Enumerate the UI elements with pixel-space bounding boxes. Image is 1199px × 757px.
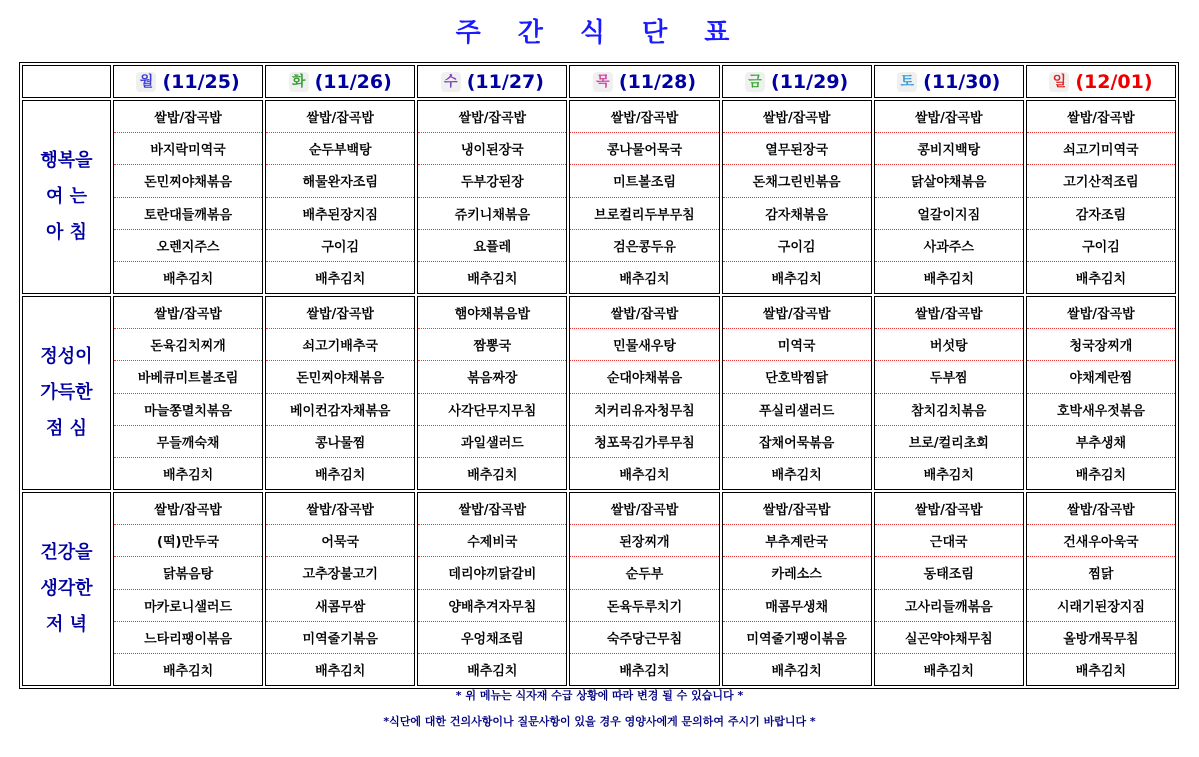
menu-item: 돈민찌야채볶음 — [114, 165, 262, 197]
menu-item: 배추김치 — [771, 271, 822, 287]
menu-item: 오렌지주스 — [114, 230, 262, 262]
weekday-icon: 금 — [745, 72, 765, 92]
contact-notice: *식단에 대한 건의사항이나 질문사항이 있을 경우 영양사에게 문의하여 주시기 바랍니다 * — [383, 715, 816, 728]
menu-item: 닭볶음탕 — [114, 557, 262, 589]
menu-item-list — [114, 297, 262, 489]
menu-item: 쌀밥/잡곡밥 — [723, 297, 871, 329]
menu-item-list — [723, 297, 871, 489]
menu-item: 배추김치 — [467, 467, 518, 483]
menu-item: 배추김치 — [162, 663, 214, 679]
day-header-7 — [1026, 65, 1176, 98]
menu-item: 시래기된장지짐 — [1027, 590, 1175, 622]
menu-item: 새콤무쌈 — [266, 590, 414, 622]
menu-item: 동태조림 — [875, 557, 1023, 589]
menu-cell — [265, 296, 415, 490]
menu-item: 순두부백탕 — [266, 133, 414, 165]
menu-item: 배추김치 — [1075, 663, 1127, 679]
weekday-icon: 목 — [593, 72, 613, 92]
menu-item: 청포묵김가루무침 — [570, 426, 718, 458]
menu-item: 배추김치 — [1075, 271, 1127, 287]
menu-item: 푸실리샐러드 — [723, 394, 871, 426]
change-notice: * 위 메뉴는 식자재 수급 상황에 따라 변경 될 수 있습니다 * — [455, 689, 744, 702]
menu-item: 구이김 — [723, 230, 871, 262]
menu-item: 쇠고기미역국 — [1027, 133, 1175, 165]
menu-item-list — [1027, 101, 1175, 293]
menu-item: 배추김치 — [315, 271, 366, 287]
menu-item: 순대야채볶음 — [570, 361, 718, 393]
menu-item: 두부강된장 — [418, 165, 566, 197]
menu-item: 고기산적조림 — [1027, 165, 1175, 197]
day-date: (11/28) — [618, 70, 697, 93]
menu-cell — [722, 100, 872, 294]
menu-item: 검은콩두유 — [570, 230, 718, 262]
meal-row — [22, 296, 1176, 490]
menu-item: 배추김치 — [315, 467, 366, 483]
menu-cell — [417, 492, 567, 686]
menu-item-list — [418, 493, 566, 685]
menu-item: 실곤약야채무침 — [875, 622, 1023, 654]
meal-label-line: 정성이 — [40, 346, 93, 367]
menu-item: 쌀밥/잡곡밥 — [570, 101, 718, 133]
menu-item-list — [570, 297, 718, 489]
menu-item: 카레소스 — [723, 557, 871, 589]
menu-item: 배추김치 — [619, 271, 670, 287]
menu-item: 치커리유자청무침 — [570, 394, 718, 426]
menu-item: 사각단무지무침 — [418, 394, 566, 426]
menu-cell — [265, 492, 415, 686]
menu-item: 배추김치 — [467, 663, 518, 679]
menu-item: 브로/컬리초회 — [875, 426, 1023, 458]
menu-cell — [722, 296, 872, 490]
day-header-6 — [874, 65, 1024, 98]
menu-item: 돈채그린빈볶음 — [723, 165, 871, 197]
menu-item: 배추김치 — [619, 467, 670, 483]
menu-item-list — [570, 101, 718, 293]
menu-item: 콩비지백탕 — [875, 133, 1023, 165]
weekly-menu-table — [19, 62, 1179, 689]
day-date: (11/30) — [923, 70, 1001, 93]
menu-item-list — [114, 101, 262, 293]
weekday-icon: 토 — [897, 72, 917, 92]
menu-cell — [113, 492, 263, 686]
menu-item: 닭살야채볶음 — [875, 165, 1023, 197]
menu-item: 햄야채볶음밥 — [418, 297, 566, 329]
weekday-icon: 월 — [136, 72, 156, 92]
menu-item: 과일샐러드 — [418, 426, 566, 458]
menu-item: 쌀밥/잡곡밥 — [723, 493, 871, 525]
menu-item: (떡)만두국 — [114, 525, 262, 557]
menu-item: 쌀밥/잡곡밥 — [723, 101, 871, 133]
menu-item: 잡채어묵볶음 — [723, 426, 871, 458]
menu-item: 사과주스 — [875, 230, 1023, 262]
menu-item: 구이김 — [266, 230, 414, 262]
day-header-2 — [265, 65, 415, 98]
menu-item: 배추김치 — [923, 467, 974, 483]
menu-item: 근대국 — [875, 525, 1023, 557]
day-date: (11/29) — [771, 70, 849, 93]
menu-item: 미역국 — [723, 329, 871, 361]
menu-item: 쌀밥/잡곡밥 — [1027, 101, 1175, 133]
menu-item: 감자채볶음 — [723, 198, 871, 230]
menu-item: 쌀밥/잡곡밥 — [875, 101, 1023, 133]
weekday-icon: 화 — [289, 72, 309, 92]
menu-item: 베이컨감자채볶음 — [266, 394, 414, 426]
menu-item: 배추김치 — [467, 271, 518, 287]
day-date: (12/01) — [1075, 70, 1153, 93]
menu-item: 미트볼조림 — [570, 165, 718, 197]
day-header-5 — [722, 65, 872, 98]
menu-item: 쌀밥/잡곡밥 — [266, 493, 414, 525]
menu-item: 배추김치 — [619, 663, 670, 679]
corner-cell — [22, 65, 111, 98]
menu-item: 무들깨숙채 — [114, 426, 262, 458]
menu-item: 쌀밥/잡곡밥 — [418, 493, 566, 525]
menu-item: 브로컬리두부무침 — [570, 198, 718, 230]
menu-item-list — [266, 297, 414, 489]
menu-item-list — [875, 101, 1023, 293]
menu-item: 우엉채조림 — [418, 622, 566, 654]
menu-cell — [113, 100, 263, 294]
day-header-3 — [417, 65, 567, 98]
menu-item: 쌀밥/잡곡밥 — [114, 493, 262, 525]
menu-item: 쌀밥/잡곡밥 — [1027, 297, 1175, 329]
menu-item: 해물완자조림 — [266, 165, 414, 197]
menu-item: 건새우아욱국 — [1027, 525, 1175, 557]
menu-item: 쌀밥/잡곡밥 — [114, 297, 262, 329]
menu-item-list — [266, 493, 414, 685]
menu-item-list — [1027, 493, 1175, 685]
menu-item: 호박새우젓볶음 — [1027, 394, 1175, 426]
menu-item: 감자조림 — [1027, 198, 1175, 230]
menu-item: 야채계란찜 — [1027, 361, 1175, 393]
page-title: 주 간 식 단 표 — [455, 18, 744, 48]
menu-item: 된장찌개 — [570, 525, 718, 557]
menu-cell — [722, 492, 872, 686]
menu-item-list — [418, 297, 566, 489]
menu-item: 배추된장지짐 — [266, 198, 414, 230]
meal-label-line: 여 는 — [45, 186, 88, 207]
menu-item: 민물새우탕 — [570, 329, 718, 361]
menu-item-list — [875, 297, 1023, 489]
menu-item: 쌀밥/잡곡밥 — [570, 297, 718, 329]
menu-item: 돈육김치찌개 — [114, 329, 262, 361]
menu-item: 수제비국 — [418, 525, 566, 557]
menu-cell — [874, 492, 1024, 686]
meal-label-line: 생각한 — [40, 578, 93, 599]
meal-label — [22, 100, 111, 294]
menu-item: 열무된장국 — [723, 133, 871, 165]
menu-item: 마늘쫑멸치볶음 — [114, 394, 262, 426]
meal-label-line: 건강을 — [40, 542, 93, 563]
menu-item-list — [570, 493, 718, 685]
menu-item: 배추김치 — [1075, 467, 1127, 483]
meal-label-line: 점 심 — [45, 418, 88, 439]
menu-item: 쌀밥/잡곡밥 — [266, 101, 414, 133]
menu-item: 배추김치 — [771, 467, 822, 483]
menu-item: 배추김치 — [315, 663, 366, 679]
menu-item: 냉이된장국 — [418, 133, 566, 165]
day-date: (11/26) — [314, 70, 392, 93]
meal-label-line: 저 녁 — [45, 614, 88, 635]
menu-item: 순두부 — [570, 557, 718, 589]
meal-row — [22, 492, 1176, 686]
day-date: (11/25) — [162, 70, 240, 93]
menu-cell — [265, 100, 415, 294]
menu-cell — [417, 296, 567, 490]
menu-item: 쌀밥/잡곡밥 — [875, 493, 1023, 525]
menu-item: 미역줄기팽이볶음 — [723, 622, 871, 654]
menu-item: 미역줄기볶음 — [266, 622, 414, 654]
menu-item: 쌀밥/잡곡밥 — [1027, 493, 1175, 525]
menu-item: 배추김치 — [162, 271, 214, 287]
menu-item: 어묵국 — [266, 525, 414, 557]
menu-item: 단호박찜닭 — [723, 361, 871, 393]
menu-item: 매콤무생채 — [723, 590, 871, 622]
menu-item: 바지락미역국 — [114, 133, 262, 165]
menu-item: 느타리팽이볶음 — [114, 622, 262, 654]
menu-item: 양배추겨자무침 — [418, 590, 566, 622]
menu-item: 쌀밥/잡곡밥 — [114, 101, 262, 133]
menu-cell — [874, 100, 1024, 294]
menu-cell — [569, 296, 719, 490]
menu-cell — [417, 100, 567, 294]
day-header-4 — [569, 65, 719, 98]
menu-item: 볶음짜장 — [418, 361, 566, 393]
menu-item: 찜닭 — [1027, 557, 1175, 589]
weekday-icon: 수 — [441, 72, 461, 92]
menu-item: 구이김 — [1027, 230, 1175, 262]
menu-item: 짬뽕국 — [418, 329, 566, 361]
meal-label — [22, 296, 111, 490]
menu-item: 배추김치 — [923, 271, 974, 287]
meal-label — [22, 492, 111, 686]
menu-item: 배추김치 — [162, 467, 214, 483]
menu-item: 고사리들깨볶음 — [875, 590, 1023, 622]
meal-label-line: 행복을 — [40, 150, 93, 171]
menu-item: 마카로니샐러드 — [114, 590, 262, 622]
menu-item-list — [723, 101, 871, 293]
menu-item: 토란대들깨볶음 — [114, 198, 262, 230]
menu-item-list — [723, 493, 871, 685]
day-header-row — [22, 65, 1176, 98]
menu-cell — [569, 100, 719, 294]
menu-cell — [1026, 492, 1176, 686]
menu-item: 돈민찌야채볶음 — [266, 361, 414, 393]
menu-cell — [1026, 296, 1176, 490]
menu-item: 올방개묵무침 — [1027, 622, 1175, 654]
menu-item: 버섯탕 — [875, 329, 1023, 361]
menu-item: 요플레 — [418, 230, 566, 262]
menu-item-list — [875, 493, 1023, 685]
menu-item: 두부찜 — [875, 361, 1023, 393]
menu-item: 데리야끼닭갈비 — [418, 557, 566, 589]
menu-item: 배추김치 — [923, 663, 974, 679]
menu-item: 참치김치볶음 — [875, 394, 1023, 426]
meal-row — [22, 100, 1176, 294]
menu-cell — [1026, 100, 1176, 294]
meal-label-line: 아 침 — [45, 222, 88, 243]
menu-item: 숙주당근무침 — [570, 622, 718, 654]
day-header-1 — [113, 65, 263, 98]
menu-item: 부추계란국 — [723, 525, 871, 557]
menu-item: 돈육두루치기 — [570, 590, 718, 622]
menu-item-list — [1027, 297, 1175, 489]
menu-item: 쌀밥/잡곡밥 — [266, 297, 414, 329]
menu-item: 얼갈이지짐 — [875, 198, 1023, 230]
menu-item-list — [266, 101, 414, 293]
weekday-icon: 일 — [1049, 72, 1069, 92]
menu-item: 배추김치 — [771, 663, 822, 679]
menu-item-list — [418, 101, 566, 293]
menu-item: 바베큐미트볼조림 — [114, 361, 262, 393]
menu-cell — [874, 296, 1024, 490]
menu-item: 콩나물어묵국 — [570, 133, 718, 165]
meal-label-line: 가득한 — [40, 382, 93, 403]
menu-item-list — [114, 493, 262, 685]
menu-item: 쥬키니채볶음 — [418, 198, 566, 230]
menu-cell — [113, 296, 263, 490]
menu-item: 청국장찌개 — [1027, 329, 1175, 361]
menu-item: 콩나물찜 — [266, 426, 414, 458]
menu-cell — [569, 492, 719, 686]
menu-item: 쌀밥/잡곡밥 — [418, 101, 566, 133]
menu-item: 쌀밥/잡곡밥 — [875, 297, 1023, 329]
menu-item: 부추생채 — [1027, 426, 1175, 458]
menu-item: 쌀밥/잡곡밥 — [570, 493, 718, 525]
day-date: (11/27) — [466, 70, 544, 93]
menu-item: 쇠고기배추국 — [266, 329, 414, 361]
menu-item: 고추장불고기 — [266, 557, 414, 589]
